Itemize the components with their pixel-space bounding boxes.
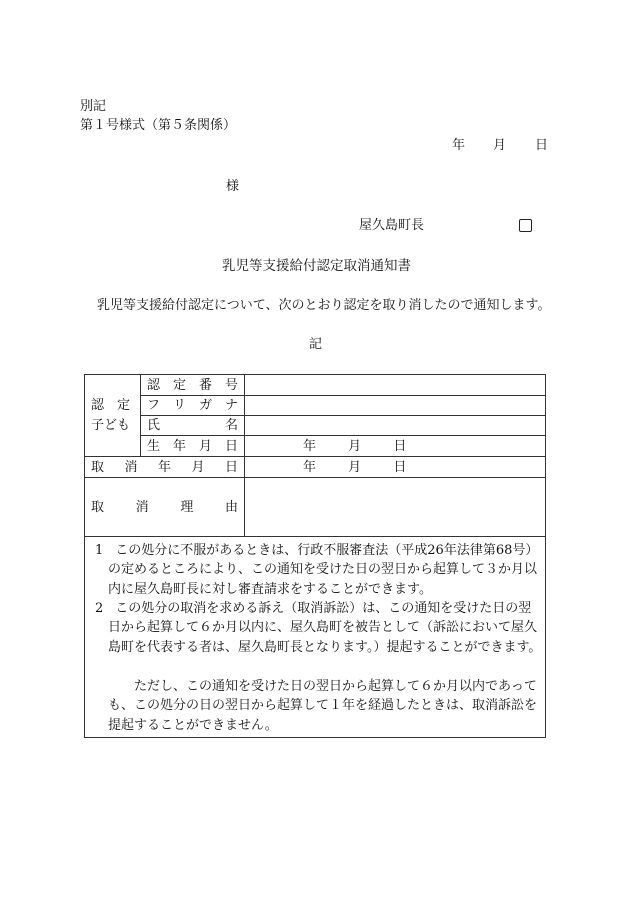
value-name[interactable] bbox=[245, 416, 546, 436]
date-year-label: 年 bbox=[452, 138, 466, 153]
seal-icon bbox=[519, 219, 532, 232]
table-row-revocation-reason bbox=[85, 478, 546, 537]
notes-box bbox=[84, 536, 546, 738]
note-2-proviso: ただし、この通知を受けた日の翌日から起算して６か月以内であっても、この処分の日の翌日から起算して１年を経過したときは、取消訴訟を提起することができません。 bbox=[108, 679, 538, 733]
value-certification-number[interactable] bbox=[245, 375, 546, 396]
sender-title: 屋久島町長 bbox=[359, 218, 425, 233]
date-month-label: 月 bbox=[493, 138, 507, 153]
table-row-furigana bbox=[85, 396, 546, 416]
label-furigana: フ リ ガ ナ bbox=[141, 396, 245, 416]
label-revocation-date: 取 消 年 月 日 bbox=[85, 457, 245, 478]
certification-table bbox=[84, 374, 546, 537]
date-day-label: 日 bbox=[535, 138, 549, 153]
value-revocation-date[interactable]: 年 月 日 bbox=[245, 457, 546, 478]
certified-child-group-label: 認 定 子ども bbox=[85, 375, 141, 457]
label-certification-number: 認 定 番 号 bbox=[141, 375, 245, 396]
note-2: 2 この処分の取消を求める訴え（取消訴訟）は、この通知を受けた日の翌日から起算して６か月以内に、屋久島町を被告として（訴訟において屋久島町を代表する者は、屋久島町長となります。）提起することができます。 bbox=[95, 601, 542, 655]
label-birthdate: 生 年 月 日 bbox=[141, 436, 245, 457]
table-row-revocation-date bbox=[85, 457, 546, 478]
appendix-label: 別記 bbox=[80, 99, 107, 114]
value-furigana[interactable] bbox=[245, 396, 546, 416]
table-row-name bbox=[85, 416, 546, 436]
note-1: 1 この処分に不服があるときは、行政不服審査法（平成26年法律第68号）の定めるところにより、この通知を受けた日の翌日から起算して３か月以内に屋久島町長に対し審査請求をすることができます。 bbox=[95, 543, 539, 597]
form-number: 第１号様式（第５条関係） bbox=[80, 118, 237, 133]
label-revocation-reason: 取 消 理 由 bbox=[85, 478, 245, 537]
value-birthdate[interactable]: 年 月 日 bbox=[245, 436, 546, 457]
recipient-suffix: 様 bbox=[226, 179, 240, 194]
body-text: 乳児等支援給付認定について、次のとおり認定を取り消したので通知します。 bbox=[97, 298, 551, 313]
ki-label: 記 bbox=[309, 337, 323, 352]
table-row-certification-number bbox=[85, 375, 546, 396]
label-name: 氏 名 bbox=[141, 416, 245, 436]
seal-mark bbox=[519, 219, 532, 235]
table-row-birthdate bbox=[85, 436, 546, 457]
document-title: 乳児等支援給付認定取消通知書 bbox=[222, 258, 411, 274]
value-revocation-reason[interactable] bbox=[245, 478, 546, 537]
